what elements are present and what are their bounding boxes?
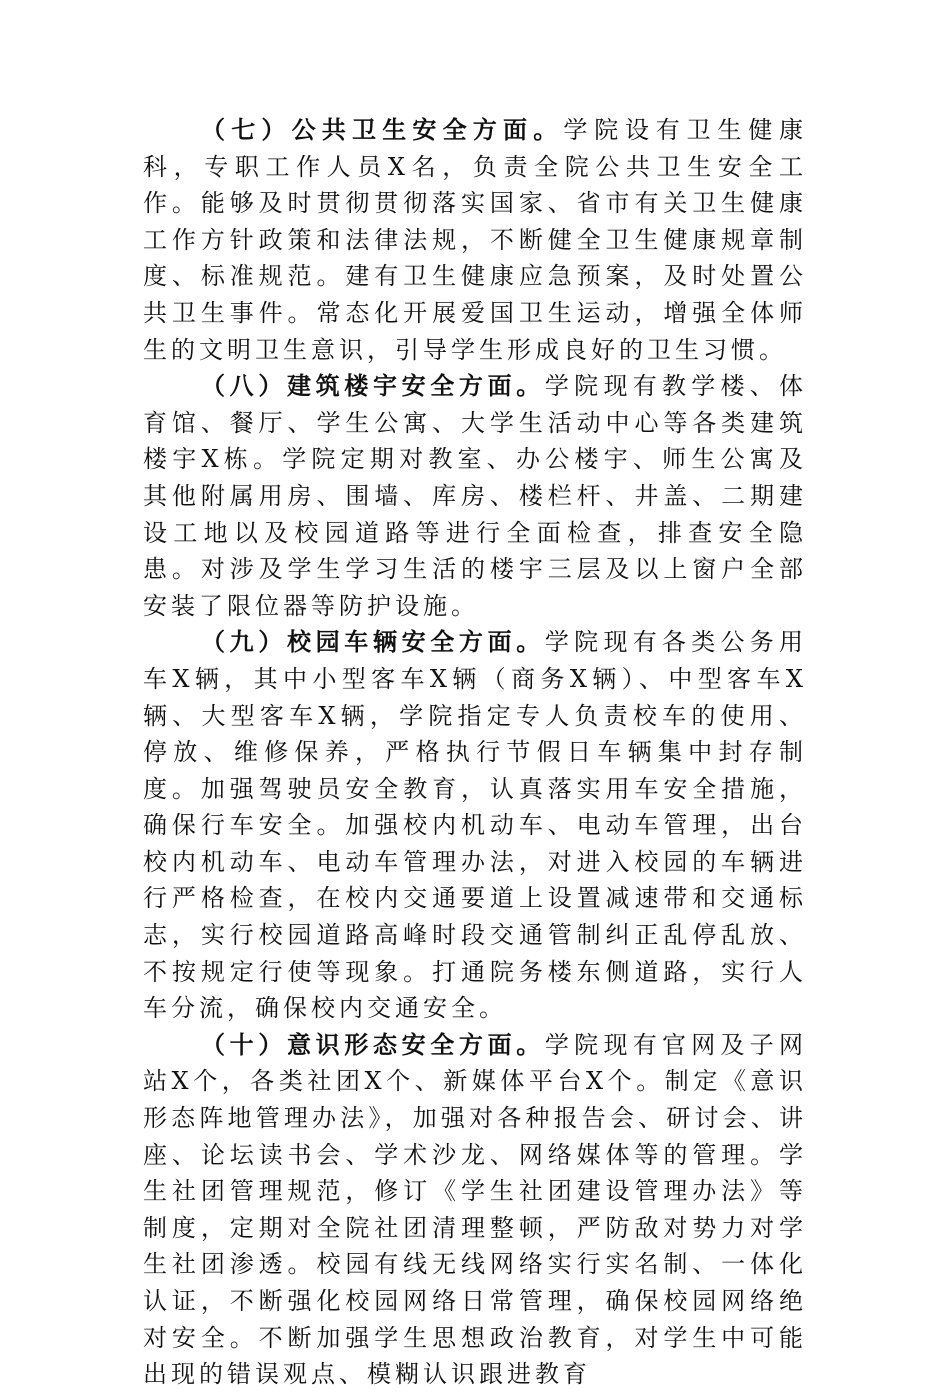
section-body: 学院现有官网及子网站X个，各类社团X个、新媒体平台X个。制定《意识形态阵地管理办法》，加强对各种报告会、研讨会、讲座、论坛读书会、学术沙龙、网络媒体等的管理。学生社团管理规范，修订《学生社团建设管理办法》等制度，定期对全院社团清理整顿，严防敌对势力对学生社团渗透。校园有线无线网络实行实名制、一体化认证，不断强化校园网络日常管理，确保校园网络绝对安全。不断加强学生思想政治教育，对学生中可能出现的错误观点、模糊认识跟进教育 bbox=[143, 1030, 807, 1389]
paragraph-vehicle-safety bbox=[143, 624, 807, 1027]
paragraph-building-safety bbox=[143, 368, 807, 624]
paragraph-public-health bbox=[143, 112, 807, 368]
section-heading: （八）建筑楼宇安全方面。 bbox=[201, 372, 545, 401]
section-body: 学院现有教学楼、体育馆、餐厅、学生公寓、大学生活动中心等各类建筑楼宇X栋。学院定期对教室、办公楼宇、师生公寓及其他附属用房、围墙、库房、楼栏杆、井盖、二期建设工地以及校园道路等进行全面检查，排查安全隐患。对涉及学生学习生活的楼宇三层及以上窗户全部安装了限位器等防护设施。 bbox=[143, 372, 807, 620]
section-heading: （九）校园车辆安全方面。 bbox=[201, 628, 545, 657]
section-heading: （七）公共卫生安全方面。 bbox=[201, 116, 564, 144]
section-heading: （十）意识形态安全方面。 bbox=[201, 1030, 545, 1059]
paragraph-ideology-safety bbox=[143, 1027, 807, 1393]
section-body: 学院设有卫生健康科，专职工作人员X名，负责全院公共卫生安全工作。能够及时贯彻贯彻落实国家、省市有关卫生健康工作方针政策和法律法规，不断健全卫生健康规章制度、标准规范。建有卫生健康应急预案，及时处置公共卫生事件。常态化开展爱国卫生运动，增强全体师生的文明卫生意识，引导学生形成良好的卫生习惯。 bbox=[143, 116, 808, 364]
section-body: 学院现有各类公务用车X辆，其中小型客车X辆（商务X辆）、中型客车X辆、大型客车X辆，学院指定专人负责校车的使用、停放、维修保养，严格执行节假日车辆集中封存制度。加强驾驶员安全教育，认真落实用车安全措施，确保行车安全。加强校内机动车、电动车管理，出台校内机动车、电动车管理办法，对进入校园的车辆进行严格检查，在校内交通要道上设置减速带和交通标志，实行校园道路高峰时段交通管制纠正乱停乱放、不按规定行使等现象。打通院务楼东侧道路，实行人车分流，确保校内交通安全。 bbox=[143, 628, 807, 1023]
document-body bbox=[143, 112, 807, 1393]
